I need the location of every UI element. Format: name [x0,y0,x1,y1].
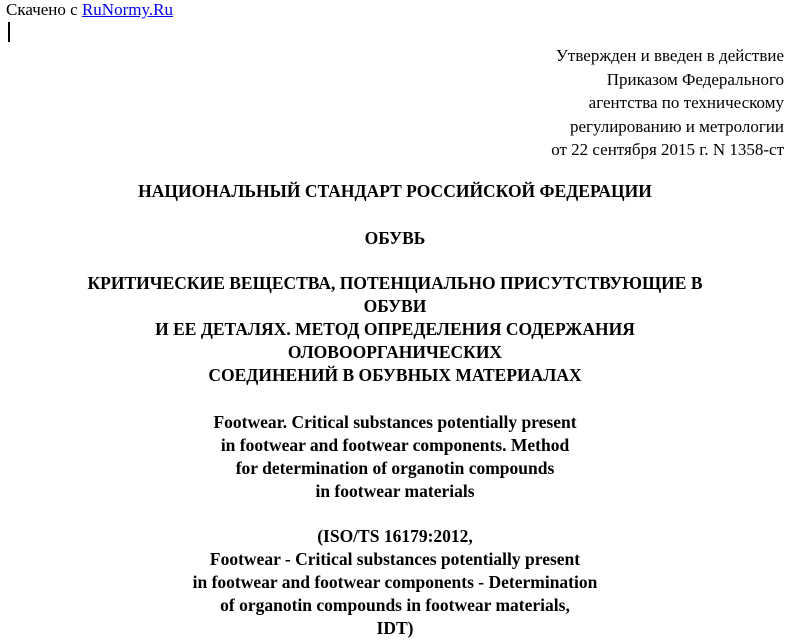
title-en-line: in footwear and footwear components. Method [220,435,570,455]
runormy-link[interactable]: RuNormy.Ru [81,0,173,19]
title-ru-line: И ЕЕ ДЕТАЛЯХ. МЕТОД ОПРЕДЕЛЕНИЯ СОДЕРЖАНИЯ [155,319,635,339]
english-title [0,411,790,503]
subject-heading [0,227,790,250]
iso-line: of organotin compounds in footwear materials, [220,595,570,615]
iso-line: (ISO/TS 16179:2012, [317,526,473,546]
title-en-line: Footwear. Critical substances potentially present [213,412,577,432]
standard-type-heading [0,180,790,203]
approval-line: агентства по техническому [588,93,784,112]
standard-type-line: НАЦИОНАЛЬНЫЙ СТАНДАРТ РОССИЙСКОЙ ФЕДЕРАЦИИ [138,181,652,201]
iso-line: Footwear - Critical substances potentially present [209,549,581,569]
approval-line: регулированию и метрологии [569,116,784,136]
approval-line: от 22 сентября 2015 г. N 1358-ст [551,140,784,159]
downloaded-from-line [6,0,173,20]
title-en-line: in footwear materials [315,481,475,501]
approval-line: Утвержден и введен в действие [555,46,784,65]
approval-block [551,44,784,162]
russian-title [0,272,790,387]
downloaded-prefix: Скачено с [6,0,82,19]
title-ru-line: КРИТИЧЕСКИЕ ВЕЩЕСТВА, ПОТЕНЦИАЛЬНО ПРИСУТСТВУЮЩИЕ В [87,273,703,293]
iso-line: IDT) [376,618,414,638]
approval-line: Приказом Федерального [606,69,784,89]
text-cursor [8,22,10,42]
title-ru-line: ОБУВИ [363,296,427,316]
title-en-line: for determination of organotin compounds [235,458,555,478]
subject-line: ОБУВЬ [364,228,426,248]
title-ru-line: ОЛОВООРГАНИЧЕСКИХ [287,342,503,362]
title-ru-line: СОЕДИНЕНИЙ В ОБУВНЫХ МАТЕРИАЛАХ [208,365,582,385]
iso-line: in footwear and footwear components - Determination [192,572,598,592]
iso-reference [0,525,790,640]
